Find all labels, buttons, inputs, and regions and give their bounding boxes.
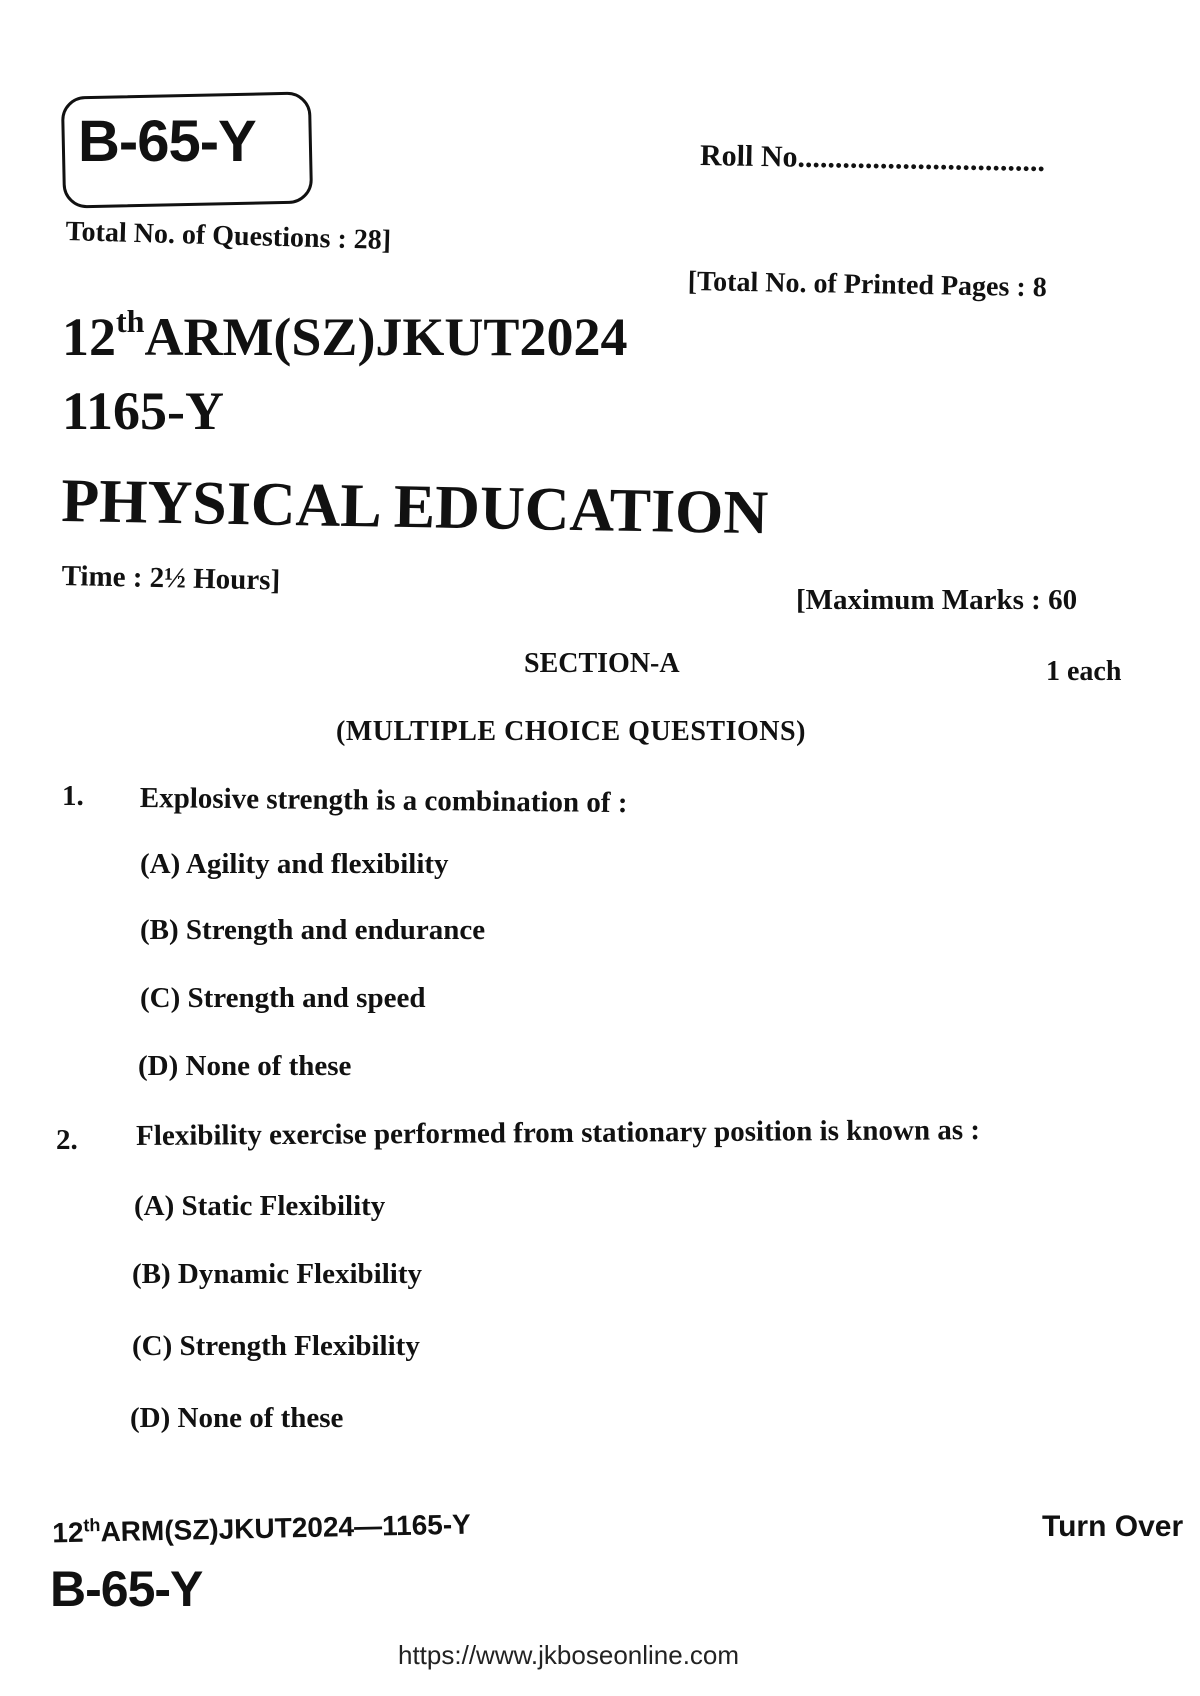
option-d: (D) None of these	[130, 1402, 344, 1434]
option-c: (C) Strength and speed	[140, 982, 426, 1014]
footer-code-grade: 12	[52, 1516, 84, 1549]
paper-code-grade: 12	[62, 307, 116, 367]
question-text: Flexibility exercise performed from stationary position is known as :	[136, 1114, 981, 1152]
option-a: (A) Agility and flexibility	[140, 848, 449, 880]
total-printed-pages: [Total No. of Printed Pages : 8	[687, 266, 1047, 304]
section-subtitle: (MULTIPLE CHOICE QUESTIONS)	[336, 716, 806, 747]
turn-over-label: Turn Over	[1042, 1510, 1184, 1543]
question-number: 1.	[62, 780, 84, 812]
paper-code-box-label: B-65-Y	[78, 109, 256, 174]
option-c: (C) Strength Flexibility	[132, 1330, 420, 1362]
option-a: (A) Static Flexibility	[134, 1190, 386, 1222]
option-b: (B) Strength and endurance	[140, 914, 486, 946]
paper-code-title	[62, 303, 628, 368]
maximum-marks: [Maximum Marks : 60	[796, 584, 1078, 616]
paper-code-superscript: th	[116, 303, 145, 339]
subject-title: PHYSICAL EDUCATION	[60, 466, 769, 548]
source-url: https://www.jkboseonline.com	[398, 1640, 740, 1670]
option-b: (B) Dynamic Flexibility	[132, 1258, 422, 1290]
footer-paper-code	[52, 1507, 471, 1549]
option-d: (D) None of these	[138, 1050, 352, 1082]
footer-code-rest: ARM(SZ)JKUT2024—1165-Y	[100, 1508, 472, 1548]
footer-code-superscript: th	[83, 1514, 101, 1536]
paper-code-rest: ARM(SZ)JKUT2024	[144, 307, 628, 367]
exam-time: Time : 2½ Hours]	[61, 560, 281, 597]
question-number: 2.	[56, 1124, 78, 1156]
footer-box-code: B-65-Y	[50, 1561, 203, 1617]
total-questions: Total No. of Questions : 28]	[65, 216, 392, 257]
paper-number: 1165-Y	[62, 381, 224, 441]
section-title: SECTION-A	[524, 648, 680, 679]
roll-number-field: Roll No.................................	[699, 138, 1046, 179]
question-text: Explosive strength is a combination of :	[139, 782, 628, 820]
marks-each: 1 each	[1046, 656, 1122, 687]
